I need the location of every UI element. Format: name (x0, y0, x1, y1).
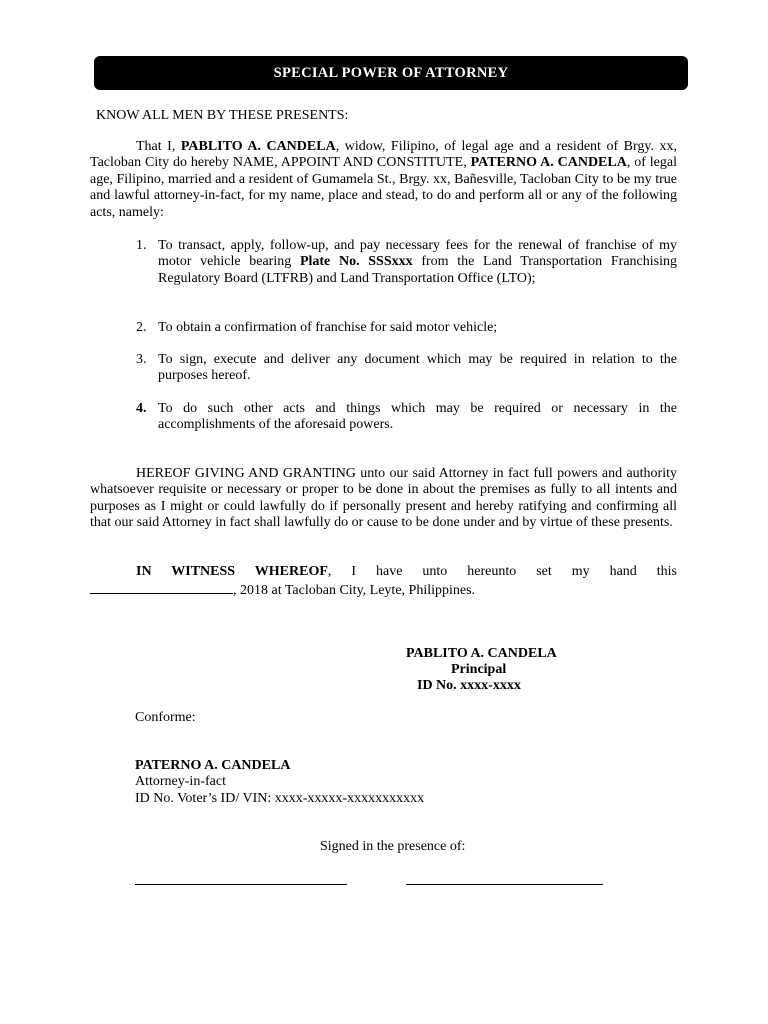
witness-line-1: IN WITNESS WHEREOF, I have unto hereunto set my hand this (136, 564, 678, 579)
attorney-role: Attorney-in-fact (135, 774, 226, 789)
conforme-label: Conforme: (135, 710, 196, 725)
document-title-bar (94, 56, 688, 90)
principal-name: PABLITO A. CANDELA (180, 139, 336, 154)
witness-line-2: , 2018 at Tacloban City, Leyte, Philippines. (90, 581, 475, 599)
appointment-paragraph: That I, PABLITO A. CANDELA, widow, Filipino, of legal age and a resident of Brgy. xx, Tacloban City do hereby NAME, APPOINT AND CONSTITUTE, PATERNO A. CANDELA, of legal age, Filipino, married and a resident of Gumamela St., Brgy. xx, Bañesville, Tacloban City to be my true and lawful attorney-in-fact, for my name, place and stead, to do and perform all or any of the following acts, namely: (90, 139, 677, 220)
attorney-name: PATERNO A. CANDELA (470, 155, 627, 171)
attorney-signature-name: PATERNO A. CANDELA (135, 758, 291, 773)
principal-role: Principal (451, 662, 507, 677)
date-blank[interactable] (90, 581, 233, 594)
signed-presence-label: Signed in the presence of: (320, 839, 466, 854)
principal-signature-name: PABLITO A. CANDELA (406, 646, 557, 661)
grant-paragraph: HEREOF GIVING AND GRANTING unto our said Attorney in fact full powers and authority whatsoever requisite or necessary or proper to be done in about the premises as fully to all intents and purposes as I might or could lawfully do if personally present and hereby ratifying and confirming all that our said Attorney in fact shall lawfully do or cause to be done under and by virtue of these presents. (90, 466, 677, 531)
document-title: SPECIAL POWER OF ATTORNEY (273, 64, 509, 81)
witness-signature-line-1[interactable] (135, 884, 347, 885)
attorney-id: ID No. Voter’s ID/ VIN: xxxx-xxxxx-xxxxxxxxxxx (135, 791, 425, 806)
principal-id: ID No. xxxx-xxxx (417, 678, 521, 693)
witness-signature-line-2[interactable] (406, 884, 603, 885)
intro-line: KNOW ALL MEN BY THESE PRESENTS: (96, 108, 349, 123)
